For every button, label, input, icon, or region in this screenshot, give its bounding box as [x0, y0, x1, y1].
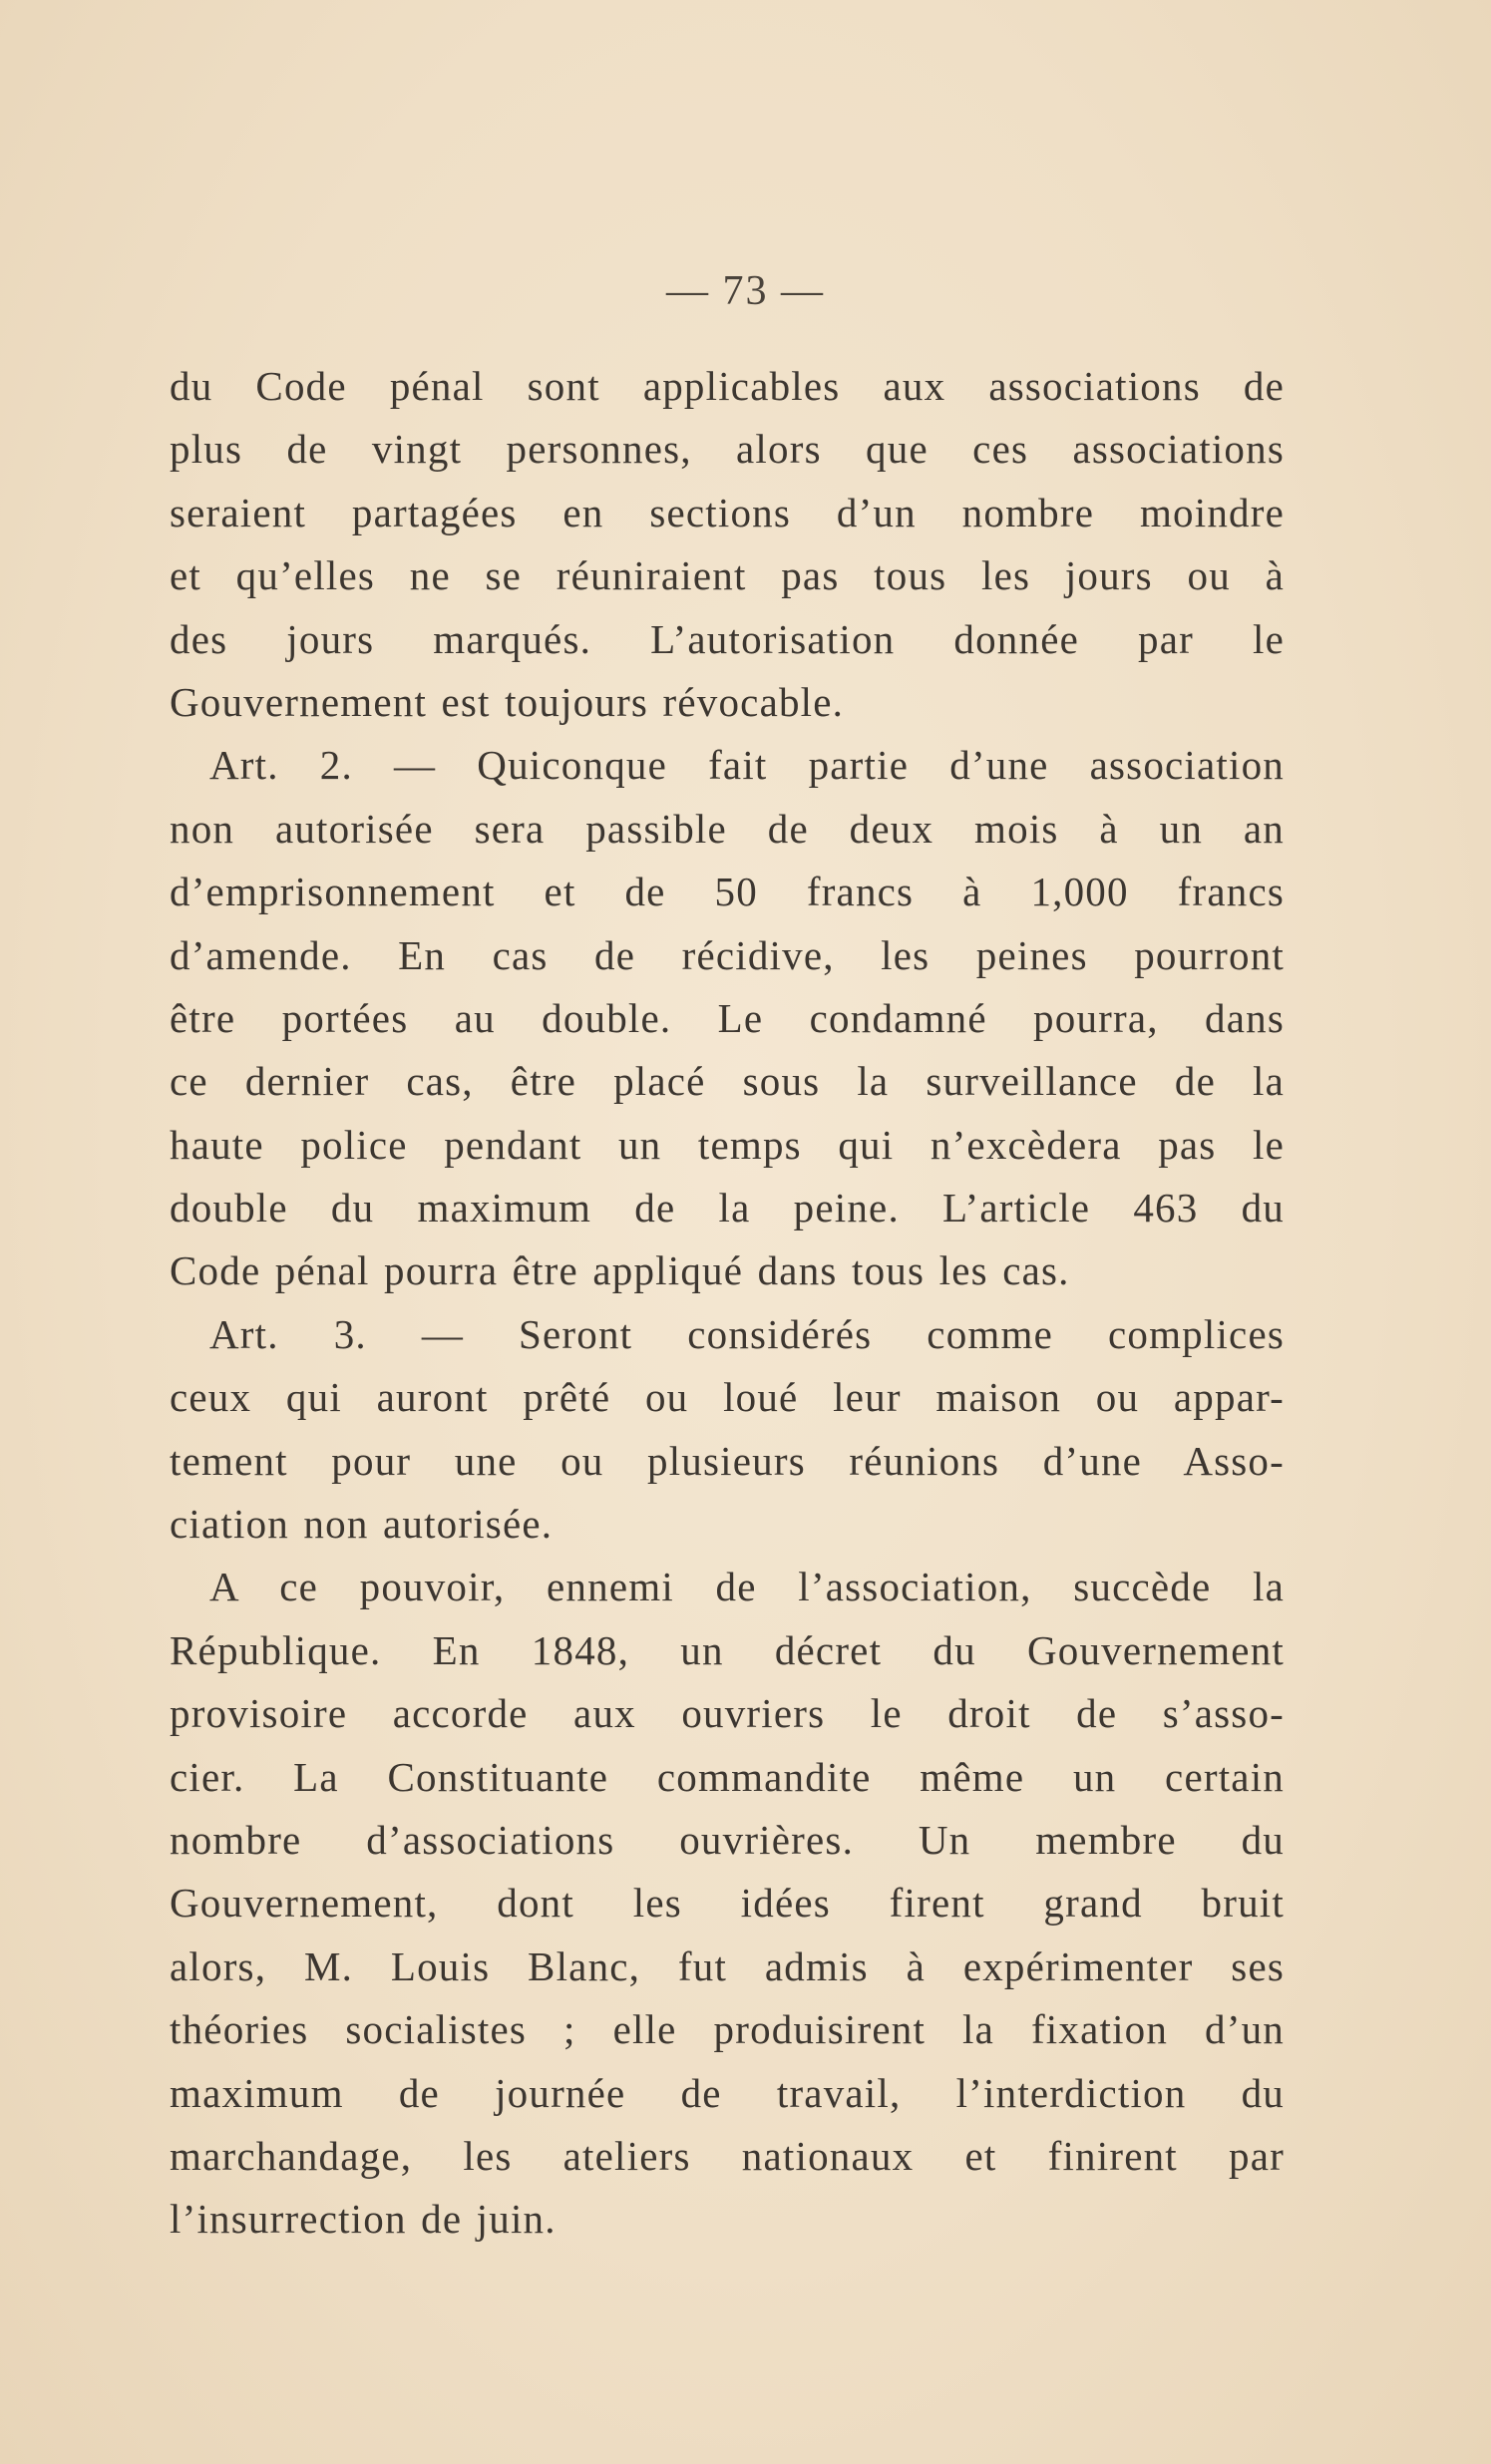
- text-line: alors, M. Louis Blanc, fut admis à expérimenter ses: [170, 1942, 1285, 1989]
- text-line: théories socialistes ; elle produisirent la fixation d’un: [170, 2006, 1285, 2053]
- page-number: — 73 —: [666, 268, 825, 314]
- text-line: Code pénal pourra être appliqué dans tous les cas.: [170, 1247, 1070, 1294]
- text-line: d’amende. En cas de récidive, les peines pourront: [170, 931, 1285, 978]
- text-line: maximum de journée de travail, l’interdiction du: [170, 2069, 1285, 2116]
- text-line: d’emprisonnement et de 50 francs à 1,000 francs: [170, 869, 1285, 915]
- text-line: et qu’elles ne se réuniraient pas tous les jours ou à: [170, 552, 1285, 599]
- text-line: ciation non autorisée.: [170, 1501, 554, 1548]
- text-line: l’insurrection de juin.: [170, 2196, 557, 2243]
- text-line: marchandage, les ateliers nationaux et finirent par: [170, 2132, 1285, 2179]
- body-text: [170, 355, 1285, 2252]
- text-line: République. En 1848, un décret du Gouvernement: [170, 1626, 1285, 1673]
- text-line: du Code pénal sont applicables aux associations de: [170, 363, 1285, 409]
- text-line: seraient partagées en sections d’un nombre moindre: [170, 489, 1285, 535]
- text-line: provisoire accorde aux ouvriers le droit de s’asso-: [170, 1690, 1285, 1737]
- text-line: haute police pendant un temps qui n’excèdera pas le: [170, 1121, 1285, 1168]
- text-line: Gouvernement, dont les idées firent grand bruit: [170, 1880, 1285, 1927]
- text-line: Art. 2. — Quiconque fait partie d’une association: [209, 742, 1285, 789]
- text-line: tement pour une ou plusieurs réunions d’une Asso-: [170, 1437, 1285, 1484]
- text-line: ce dernier cas, être placé sous la surveillance de la: [170, 1058, 1285, 1105]
- text-line: double du maximum de la peine. L’article 463 du: [170, 1185, 1285, 1232]
- text-line: cier. La Constituante commandite même un certain: [170, 1753, 1285, 1800]
- text-line: A ce pouvoir, ennemi de l’association, succède la: [209, 1564, 1285, 1610]
- text-line: Gouvernement est toujours révocable.: [170, 678, 845, 725]
- text-line: nombre d’associations ouvrières. Un membre du: [170, 1816, 1285, 1863]
- text-line: Art. 3. — Seront considérés comme complices: [209, 1310, 1285, 1357]
- text-line: plus de vingt personnes, alors que ces associations: [170, 426, 1285, 473]
- text-line: non autorisée sera passible de deux mois à un an: [170, 805, 1285, 852]
- text-line: ceux qui auront prêté ou loué leur maison ou appar-: [170, 1374, 1285, 1421]
- text-line: être portées au double. Le condamné pourra, dans: [170, 994, 1285, 1041]
- text-line: des jours marqués. L’autorisation donnée par le: [170, 615, 1285, 662]
